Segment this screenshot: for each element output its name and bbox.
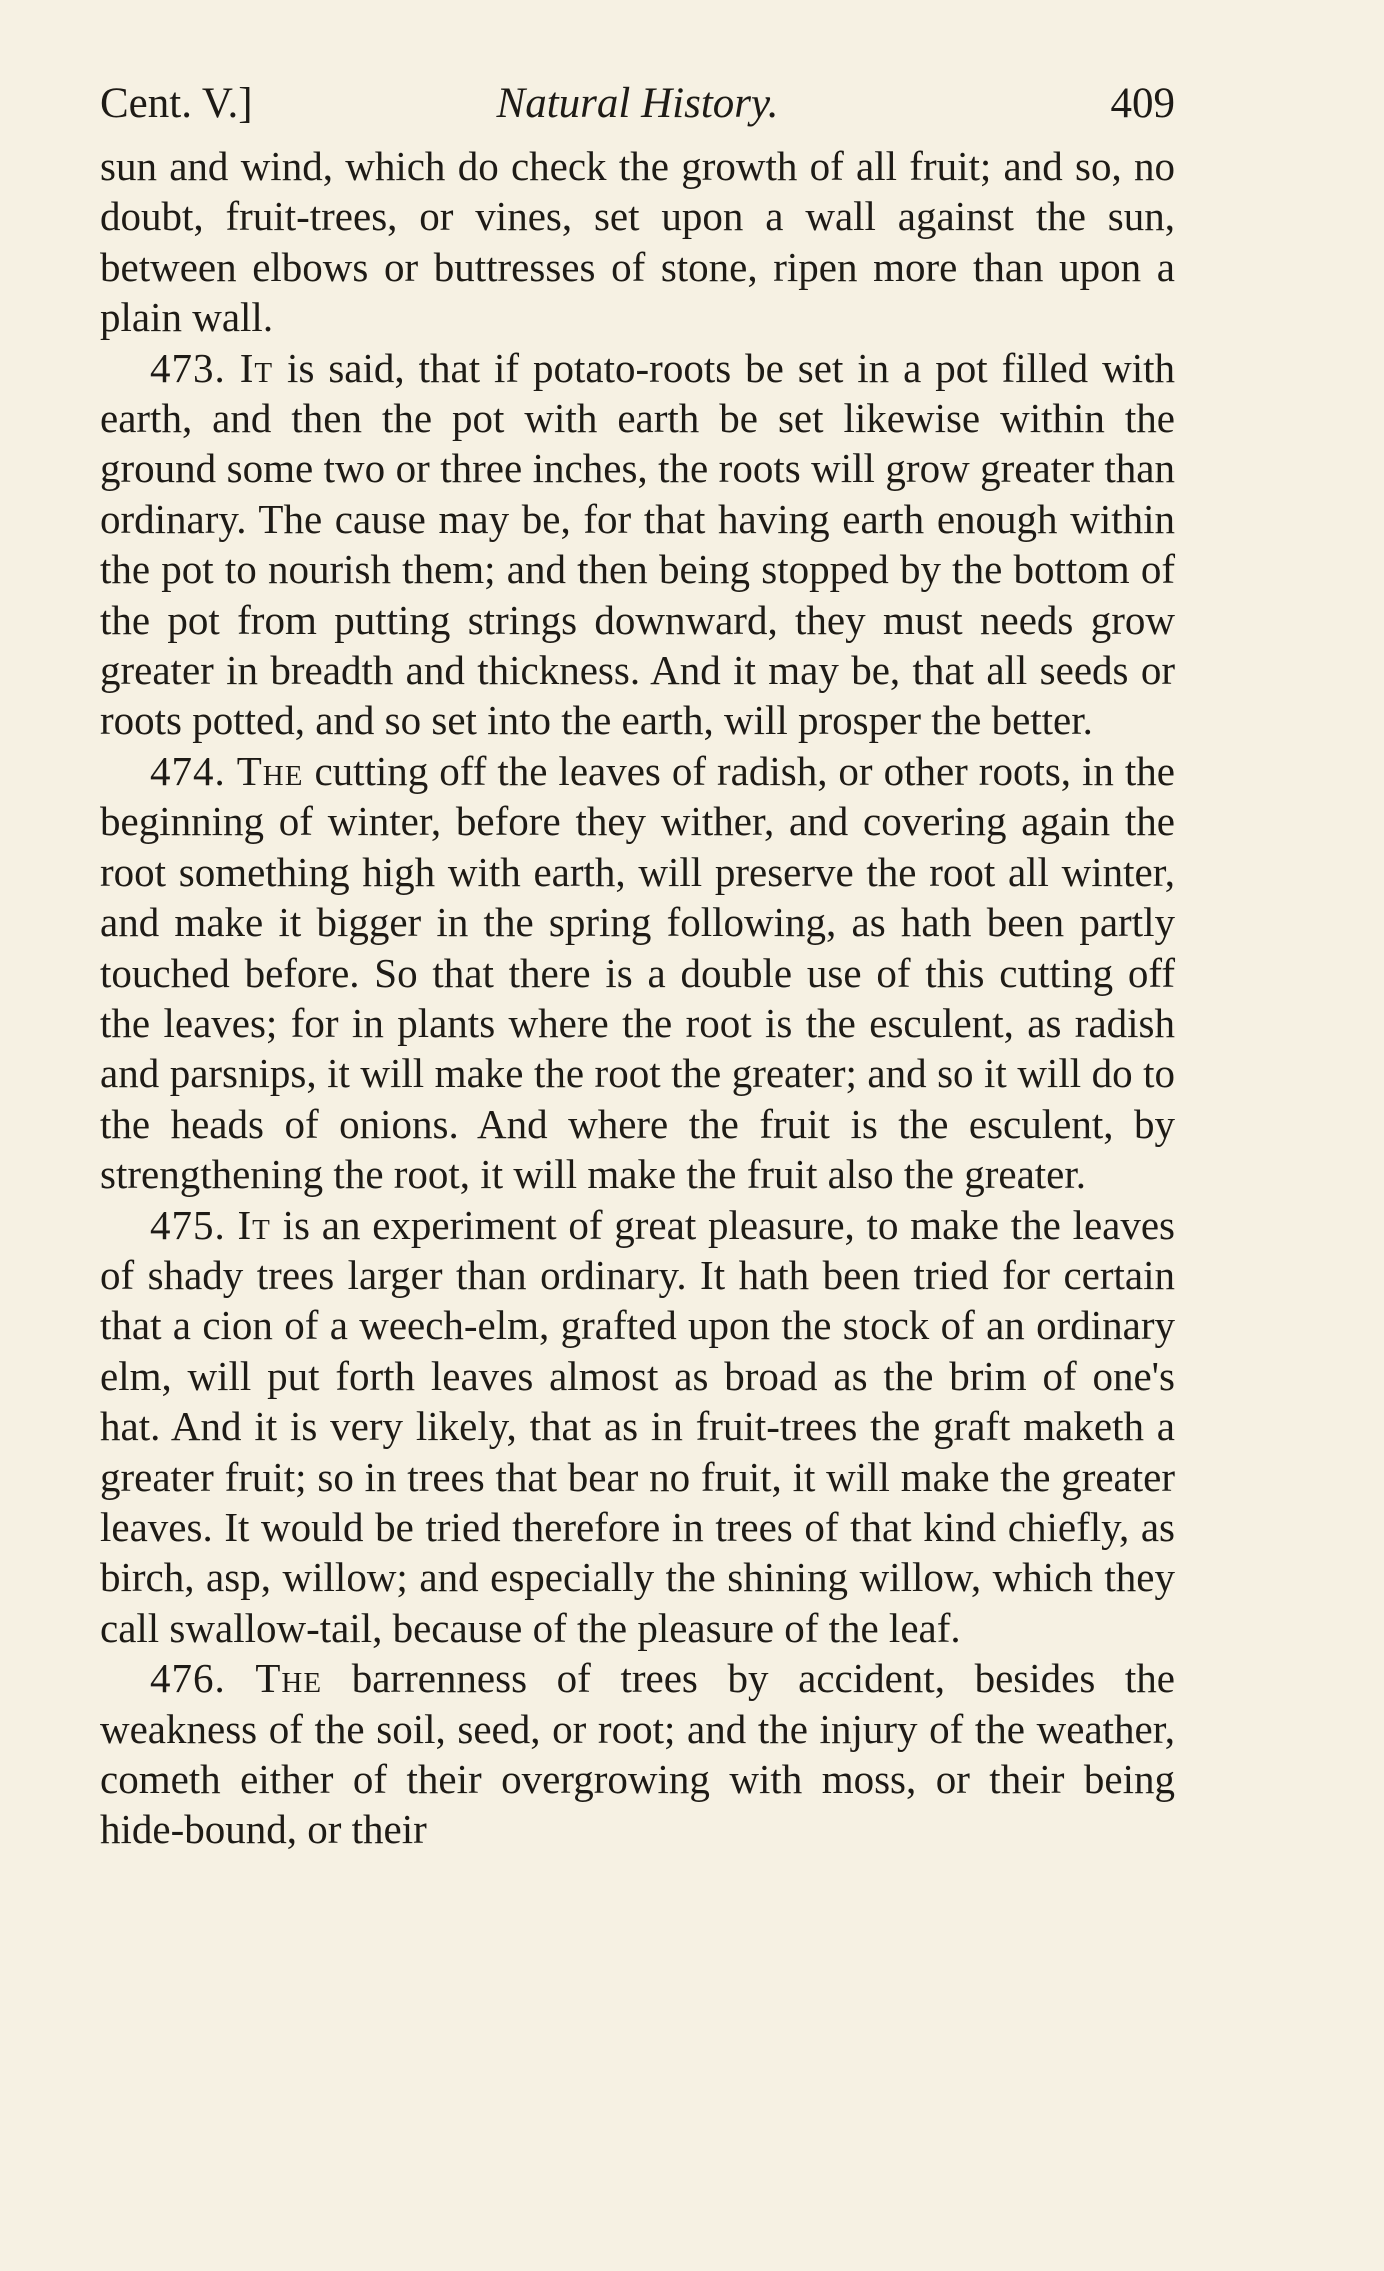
paragraph-text: is said, that if potato-roots be set in a pot filled with earth, and then the pot with earth be set likewise within the ground some two or three inches, the roots will grow greater than ordinary. The cause may be, for that having earth enough within the pot to nourish them; and then being stopped by the bottom of the pot from putting strings downward, they must needs grow greater in breadth and thickness. And it may be, that all seeds or roots potted, and so set into the earth, will prosper the better. (100, 344, 1176, 744)
page-content (100, 75, 1175, 1855)
running-head (100, 75, 1175, 133)
section-marker: Cent. V.] (100, 80, 253, 127)
paragraph-lead: It (239, 344, 274, 391)
paragraph-text: is an experiment of great pleasure, to make the leaves of shady trees larger than ordinary. It hath been tried for certain that a cion of a weech-elm, grafted upon the stock of an ordinary elm, will put forth leaves almost as broad as the brim of one's hat. And it is very likely, that as in fruit-trees the graft maketh a greater fruit; so in trees that bear no fruit, it will make the greater leaves. It would be tried therefore in trees of that kind chiefly, as birch, asp, willow; and especially the shining willow, which they call swallow-tail, because of the pleasure of the leaf. (100, 1201, 1176, 1651)
paragraph-text: barrenness of trees by accident, besides the weakness of the soil, seed, or root; and the injury of the weather, cometh either of their overgrowing with moss, or their being hide-bound, or their (100, 1655, 1175, 1853)
paragraph-476 (100, 1653, 1175, 1855)
paragraph-text: cutting off the leaves of radish, or other roots, in the beginning of winter, before they wither, and covering again the root something high with earth, will preserve the root all winter, and make it bigger in the spring following, as hath been partly touched before. So that there is a double use of this cutting off the leaves; for in plants where the root is the esculent, as radish and parsnips, it will make the root the greater; and so it will do to the heads of onions. And where the fruit is the esculent, by strengthening the root, it will make the fruit also the greater. (100, 747, 1176, 1198)
running-title: Natural History. (496, 80, 779, 127)
paragraph-text: sun and wind, which do check the growth of all fruit; and so, no doubt, fruit-trees, or vines, set upon a wall against the sun, between elbows or buttresses of stone, ripen more than upon a plain wall. (100, 143, 1175, 341)
paragraph-number: 474. (150, 747, 226, 794)
paragraph-number: 476. (150, 1655, 226, 1702)
paragraph-lead: It (237, 1201, 271, 1248)
paragraph-number: 473. (150, 344, 226, 391)
paragraph-474 (100, 746, 1175, 1200)
paragraph-continued (100, 141, 1175, 343)
paragraph-lead: The (255, 1655, 323, 1702)
page-number: 409 (1110, 80, 1175, 127)
paragraph-number: 475. (150, 1201, 226, 1248)
paragraph-lead: The (236, 747, 304, 794)
paragraph-475 (100, 1200, 1175, 1654)
paragraph-473 (100, 343, 1175, 746)
